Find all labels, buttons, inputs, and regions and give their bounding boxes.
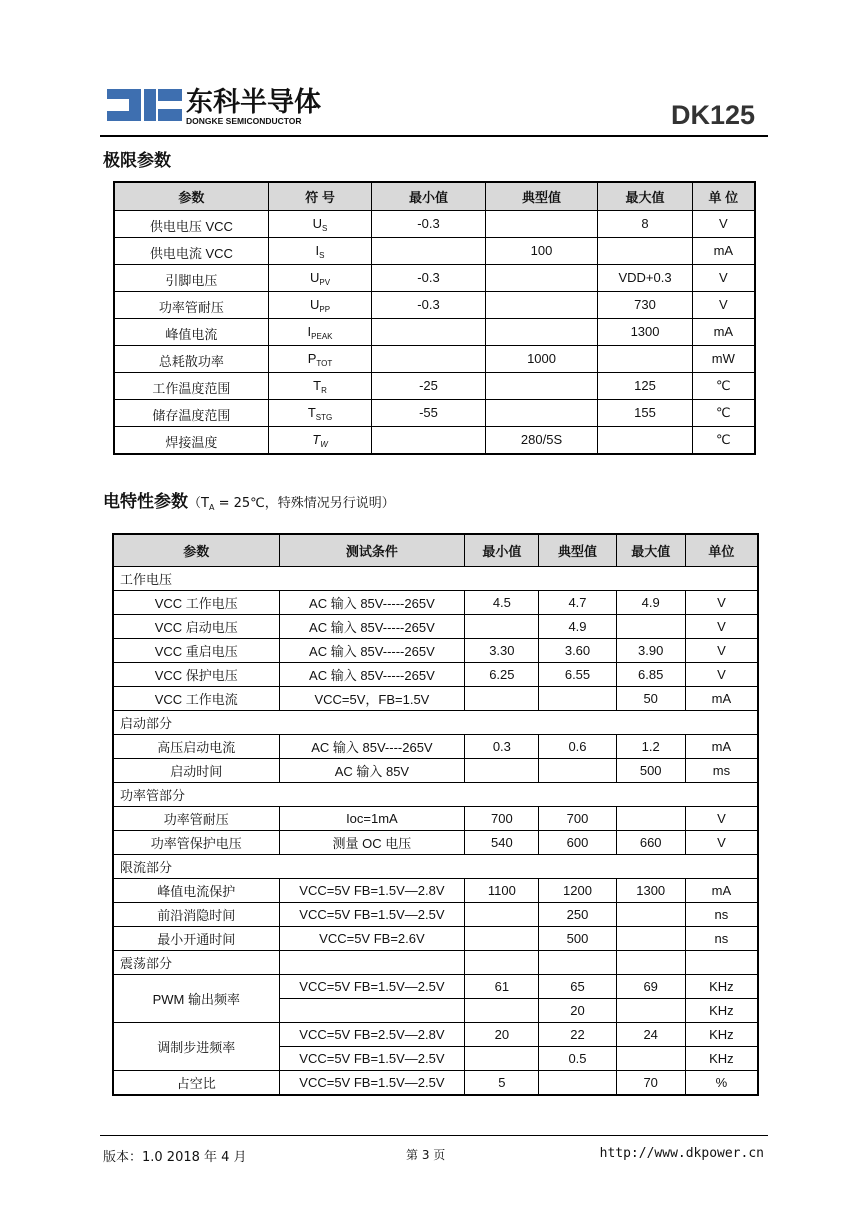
typ-cell: 250: [539, 903, 616, 927]
typ-cell: 4.7: [539, 591, 616, 615]
section-label: 工作电压: [113, 567, 758, 591]
column-header: 参数: [114, 182, 268, 211]
unit-cell: V: [685, 807, 758, 831]
min-cell: -55: [372, 400, 485, 427]
typ-cell: 700: [539, 807, 616, 831]
min-cell: [372, 319, 485, 346]
symbol-base: T: [307, 405, 316, 420]
unit-cell: V: [692, 211, 755, 238]
empty-cell: [539, 951, 616, 975]
max-cell: 155: [598, 400, 692, 427]
min-cell: -0.3: [372, 211, 485, 238]
min-cell: 1100: [465, 879, 539, 903]
max-cell: [598, 346, 692, 373]
symbol-subscript: PV: [319, 278, 331, 287]
unit-cell: KHz: [685, 999, 758, 1023]
symbol-cell: [268, 265, 372, 292]
max-cell: 70: [616, 1071, 685, 1096]
symbol-cell: [268, 427, 372, 454]
max-cell: 6.85: [616, 663, 685, 687]
typ-cell: [539, 759, 616, 783]
param-cell: VCC 重启电压: [113, 639, 279, 663]
unit-cell: ℃: [692, 400, 755, 427]
param-cell: 高压启动电流: [113, 735, 279, 759]
unit-cell: ms: [685, 759, 758, 783]
symbol-subscript: TOT: [316, 359, 333, 368]
cond-cell: AC 输入 85V-----265V: [279, 591, 465, 615]
param-cell: 工作温度范围: [114, 373, 268, 400]
unit-cell: %: [685, 1071, 758, 1096]
min-cell: -25: [372, 373, 485, 400]
max-cell: 125: [598, 373, 692, 400]
typ-cell: [539, 1071, 616, 1096]
unit-cell: V: [685, 663, 758, 687]
symbol-base: U: [312, 216, 323, 231]
table-row: [114, 373, 755, 400]
table-row: [114, 292, 755, 319]
cond-cell: AC 输入 85V----265V: [279, 735, 465, 759]
param-cell: 功率管保护电压: [113, 831, 279, 855]
param-cell: 功率管耐压: [113, 807, 279, 831]
table-header-row: [114, 182, 755, 211]
footer-page-number: 第 3 页: [406, 1148, 446, 1162]
param-cell: PWM 输出频率: [113, 975, 279, 1023]
max-cell: [598, 427, 692, 454]
param-cell: 启动时间: [113, 759, 279, 783]
electrical-heading: [103, 487, 395, 512]
unit-cell: mA: [685, 879, 758, 903]
typ-cell: 600: [539, 831, 616, 855]
min-cell: [465, 615, 539, 639]
min-cell: 61: [465, 975, 539, 999]
typ-cell: [485, 292, 598, 319]
max-cell: 8: [598, 211, 692, 238]
cond-cell: VCC=5V FB=1.5V—2.5V: [279, 975, 465, 999]
min-cell: [372, 238, 485, 265]
param-cell: 功率管耐压: [114, 292, 268, 319]
max-cell: 4.9: [616, 591, 685, 615]
param-cell: 占空比: [113, 1071, 279, 1096]
header-divider: [100, 135, 768, 137]
section-label: 限流部分: [113, 855, 758, 879]
symbol-subscript: R: [321, 386, 327, 395]
symbol-cell: [268, 292, 372, 319]
section-row: [113, 783, 758, 807]
table-row: [113, 927, 758, 951]
column-header: 单位: [685, 534, 758, 567]
min-cell: [465, 1047, 539, 1071]
logo-english-name: DONGKE SEMICONDUCTOR: [186, 116, 302, 126]
symbol-base: T: [312, 432, 321, 447]
table-row: [113, 687, 758, 711]
cond-cell: [279, 999, 465, 1023]
min-cell: 4.5: [465, 591, 539, 615]
table-row: [114, 427, 755, 454]
unit-cell: V: [692, 265, 755, 292]
symbol-base: U: [309, 297, 320, 312]
min-cell: [465, 759, 539, 783]
param-cell: 供电电压 VCC: [114, 211, 268, 238]
electrical-note: （$T_A$ = 25℃，特殊情况另行说明）: [188, 496, 395, 512]
param-cell: 供电电流 VCC: [114, 238, 268, 265]
max-cell: [616, 999, 685, 1023]
unit-cell: mA: [685, 687, 758, 711]
section-row: [113, 567, 758, 591]
cond-cell: AC 输入 85V: [279, 759, 465, 783]
electrical-table: [112, 533, 759, 1096]
max-cell: [598, 238, 692, 265]
max-cell: 50: [616, 687, 685, 711]
min-cell: -0.3: [372, 292, 485, 319]
min-cell: 5: [465, 1071, 539, 1096]
electrical-title: 电特性参数: [103, 492, 188, 512]
cond-cell: 测量 OC 电压: [279, 831, 465, 855]
min-cell: 0.3: [465, 735, 539, 759]
max-cell: [616, 1047, 685, 1071]
column-header: 最大值: [616, 534, 685, 567]
table-row: [113, 831, 758, 855]
cond-cell: VCC=5V FB=2.5V—2.8V: [279, 1023, 465, 1047]
param-cell: 峰值电流: [114, 319, 268, 346]
section-label: 震荡部分: [113, 951, 279, 975]
table-row: [113, 591, 758, 615]
min-cell: [465, 903, 539, 927]
symbol-base: I: [315, 243, 320, 258]
typ-cell: 4.9: [539, 615, 616, 639]
symbol-cell: [268, 238, 372, 265]
param-cell: 最小开通时间: [113, 927, 279, 951]
typ-cell: [539, 687, 616, 711]
unit-cell: V: [685, 591, 758, 615]
section-row: [113, 951, 758, 975]
typ-cell: 0.6: [539, 735, 616, 759]
typ-cell: 6.55: [539, 663, 616, 687]
typ-cell: [485, 211, 598, 238]
min-cell: [465, 687, 539, 711]
limits-heading: 极限参数: [103, 151, 171, 171]
typ-cell: 280/5S: [485, 427, 598, 454]
typ-cell: [485, 319, 598, 346]
table-row: [113, 1023, 758, 1047]
column-header: 测试条件: [279, 534, 465, 567]
cond-cell: Ioc=1mA: [279, 807, 465, 831]
min-cell: [372, 346, 485, 373]
column-header: 最大值: [598, 182, 692, 211]
param-cell: VCC 保护电压: [113, 663, 279, 687]
max-cell: 660: [616, 831, 685, 855]
table-row: [113, 807, 758, 831]
unit-cell: mA: [692, 238, 755, 265]
unit-cell: KHz: [685, 975, 758, 999]
param-cell: 前沿消隐时间: [113, 903, 279, 927]
symbol-subscript: S: [322, 224, 328, 233]
section-label: 功率管部分: [113, 783, 758, 807]
footer-version: 版本：1.0 2018 年 4 月: [103, 1150, 247, 1165]
unit-cell: KHz: [685, 1047, 758, 1071]
dk-logo-mark: [107, 89, 182, 121]
max-cell: [616, 615, 685, 639]
max-cell: 500: [616, 759, 685, 783]
typ-cell: 3.60: [539, 639, 616, 663]
empty-cell: [616, 951, 685, 975]
footer-divider: [100, 1135, 768, 1136]
symbol-subscript: STG: [315, 413, 333, 422]
symbol-cell: [268, 400, 372, 427]
max-cell: 730: [598, 292, 692, 319]
typ-cell: 65: [539, 975, 616, 999]
footer-url: http://www.dkpower.cn: [599, 1146, 764, 1161]
typ-cell: 500: [539, 927, 616, 951]
symbol-base: T: [313, 378, 322, 393]
model-number: DK125: [670, 100, 755, 130]
table-row: [114, 238, 755, 265]
unit-cell: ns: [685, 927, 758, 951]
symbol-cell: [268, 211, 372, 238]
param-cell: VCC 启动电压: [113, 615, 279, 639]
logo-chinese-name: 东科半导体: [186, 87, 321, 118]
symbol-subscript: S: [319, 251, 325, 260]
param-cell: 调制步进频率: [113, 1023, 279, 1071]
unit-cell: mA: [692, 319, 755, 346]
typ-cell: 20: [539, 999, 616, 1023]
min-cell: 700: [465, 807, 539, 831]
table-row: [114, 346, 755, 373]
min-cell: 20: [465, 1023, 539, 1047]
cond-cell: VCC=5V FB=1.5V—2.5V: [279, 1047, 465, 1071]
section-row: [113, 855, 758, 879]
symbol-subscript: PP: [319, 305, 331, 314]
unit-cell: ℃: [692, 427, 755, 454]
column-header: 单 位: [692, 182, 755, 211]
min-cell: 6.25: [465, 663, 539, 687]
min-cell: -0.3: [372, 265, 485, 292]
min-cell: 540: [465, 831, 539, 855]
symbol-cell: [268, 346, 372, 373]
param-cell: 储存温度范围: [114, 400, 268, 427]
table-row: [113, 663, 758, 687]
table-row: [113, 735, 758, 759]
table-row: [114, 211, 755, 238]
typ-cell: 22: [539, 1023, 616, 1047]
cond-cell: VCC=5V FB=1.5V—2.8V: [279, 879, 465, 903]
typ-cell: 1200: [539, 879, 616, 903]
max-cell: 1300: [616, 879, 685, 903]
unit-cell: ns: [685, 903, 758, 927]
max-cell: [616, 903, 685, 927]
min-cell: [465, 999, 539, 1023]
column-header: 符 号: [268, 182, 372, 211]
max-cell: 1.2: [616, 735, 685, 759]
cond-cell: VCC=5V FB=1.5V—2.5V: [279, 903, 465, 927]
max-cell: VDD+0.3: [598, 265, 692, 292]
absolute-max-table: [113, 181, 756, 455]
max-cell: 24: [616, 1023, 685, 1047]
typ-cell: 1000: [485, 346, 598, 373]
unit-cell: V: [685, 639, 758, 663]
max-cell: [616, 807, 685, 831]
max-cell: [616, 927, 685, 951]
typ-cell: 100: [485, 238, 598, 265]
cond-cell: AC 输入 85V-----265V: [279, 663, 465, 687]
unit-cell: V: [685, 831, 758, 855]
symbol-base: I: [307, 324, 312, 339]
symbol-cell: [268, 373, 372, 400]
cond-cell: VCC=5V，FB=1.5V: [279, 687, 465, 711]
column-header: 典型值: [485, 182, 598, 211]
unit-cell: V: [685, 615, 758, 639]
empty-cell: [685, 951, 758, 975]
unit-cell: KHz: [685, 1023, 758, 1047]
column-header: 典型值: [539, 534, 616, 567]
column-header: 参数: [113, 534, 279, 567]
min-cell: [465, 927, 539, 951]
table-row: [113, 759, 758, 783]
table-row: [114, 319, 755, 346]
cond-cell: AC 输入 85V-----265V: [279, 615, 465, 639]
unit-cell: mA: [685, 735, 758, 759]
min-cell: 3.30: [465, 639, 539, 663]
table-row: [113, 639, 758, 663]
typ-cell: [485, 400, 598, 427]
typ-cell: [485, 265, 598, 292]
max-cell: 69: [616, 975, 685, 999]
table-row: [114, 400, 755, 427]
column-header: 最小值: [372, 182, 485, 211]
symbol-subscript: PEAK: [311, 332, 333, 341]
cond-cell: VCC=5V FB=2.6V: [279, 927, 465, 951]
table-header-row: [113, 534, 758, 567]
table-row: [113, 615, 758, 639]
param-cell: 总耗散功率: [114, 346, 268, 373]
symbol-base: P: [307, 351, 317, 366]
symbol-cell: [268, 319, 372, 346]
table-row: [113, 1071, 758, 1096]
min-cell: [372, 427, 485, 454]
unit-cell: V: [692, 292, 755, 319]
typ-cell: [485, 373, 598, 400]
cond-cell: AC 输入 85V-----265V: [279, 639, 465, 663]
max-cell: 1300: [598, 319, 692, 346]
param-cell: VCC 工作电压: [113, 591, 279, 615]
param-cell: 焊接温度: [114, 427, 268, 454]
dongke-logo: [107, 89, 321, 126]
table-row: [113, 879, 758, 903]
param-cell: VCC 工作电流: [113, 687, 279, 711]
column-header: 最小值: [465, 534, 539, 567]
typ-cell: 0.5: [539, 1047, 616, 1071]
param-cell: 峰值电流保护: [113, 879, 279, 903]
section-label: 启动部分: [113, 711, 758, 735]
table-row: [113, 975, 758, 999]
empty-cell: [465, 951, 539, 975]
unit-cell: ℃: [692, 373, 755, 400]
empty-cell: [279, 951, 465, 975]
table-row: [114, 265, 755, 292]
symbol-base: U: [309, 270, 320, 285]
symbol-subscript: W: [320, 440, 328, 449]
section-row: [113, 711, 758, 735]
table-row: [113, 903, 758, 927]
unit-cell: mW: [692, 346, 755, 373]
max-cell: 3.90: [616, 639, 685, 663]
param-cell: 引脚电压: [114, 265, 268, 292]
cond-cell: VCC=5V FB=1.5V—2.5V: [279, 1071, 465, 1096]
